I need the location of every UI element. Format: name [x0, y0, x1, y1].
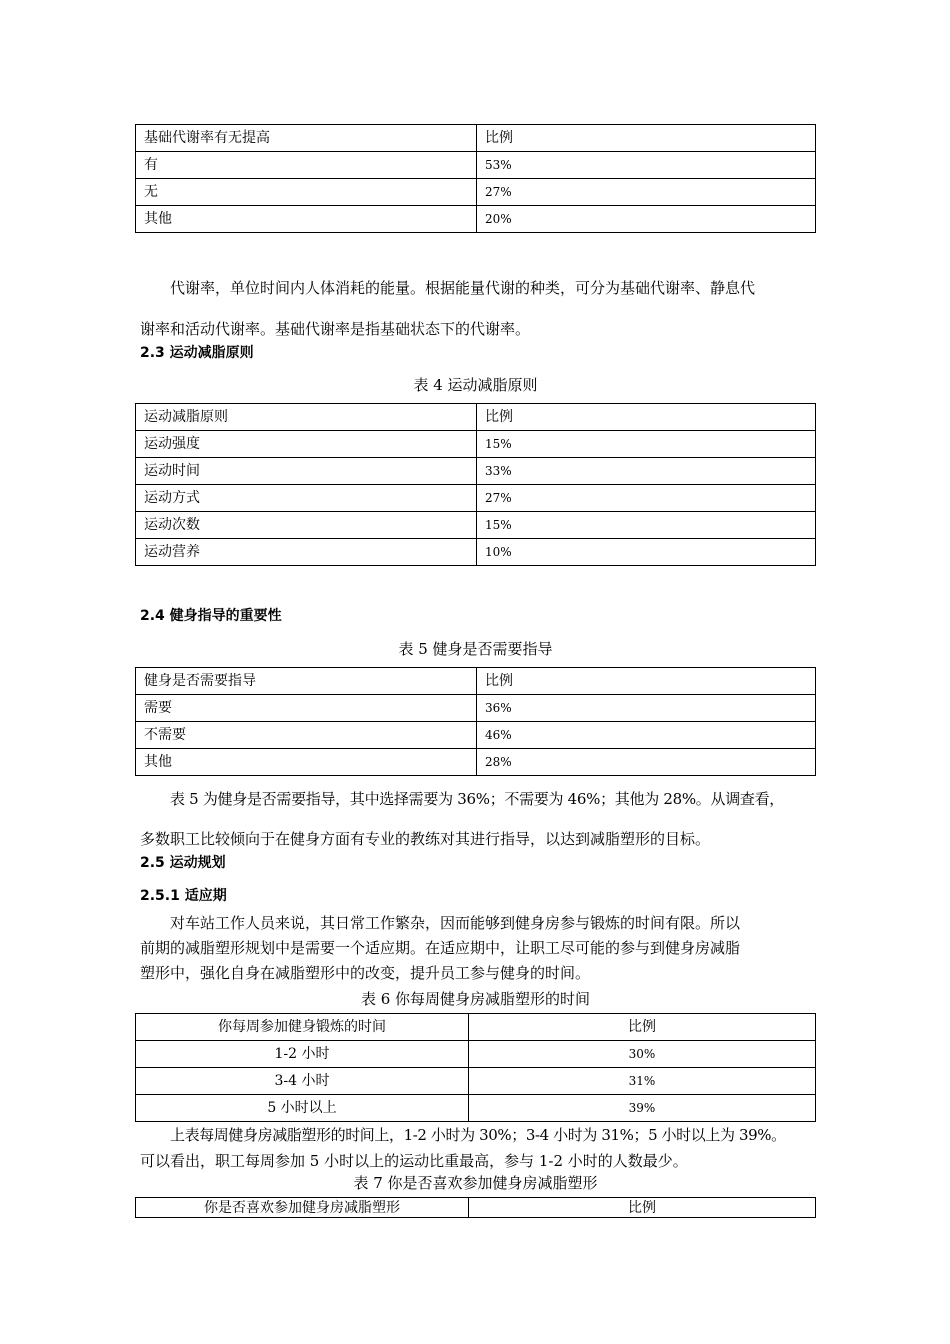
table-cell: 不需要 — [136, 722, 477, 749]
section-heading: 2.4 健身指导的重要性 — [140, 608, 282, 624]
table-header-cell: 健身是否需要指导 — [136, 668, 477, 695]
paragraph-line: 谢率和活动代谢率。基础代谢率是指基础状态下的代谢率。 — [140, 320, 531, 338]
table-cell: 53% — [477, 152, 816, 179]
table-header-cell: 基础代谢率有无提高 — [136, 125, 477, 152]
section-heading: 2.3 运动减脂原则 — [140, 345, 254, 361]
table-row — [136, 206, 816, 233]
table-cell: 运动营养 — [136, 539, 477, 566]
table-cell: 运动方式 — [136, 485, 477, 512]
table-row — [136, 1095, 816, 1122]
table-cell: 46% — [477, 722, 816, 749]
table-header-cell: 比例 — [477, 125, 816, 152]
paragraph-metabolism — [140, 268, 816, 350]
table-caption: 表 5 健身是否需要指导 — [398, 640, 553, 658]
table-header-cell: 比例 — [469, 1014, 816, 1041]
table-enjoy-gym — [135, 1197, 816, 1218]
paragraph-line: 上表每周健身房减脂塑形的时间上，1-2 小时为 30%；3-4 小时为 31%；5 小时以上为 39%。 — [170, 1126, 786, 1144]
table-header-cell: 你是否喜欢参加健身房减脂塑形 — [136, 1198, 469, 1218]
table-cell: 运动次数 — [136, 512, 477, 539]
paragraph-line: 代谢率，单位时间内人体消耗的能量。根据能量代谢的种类，可分为基础代谢率、静息代 — [170, 279, 756, 297]
paragraph-line: 多数职工比较倾向于在健身方面有专业的教练对其进行指导，以达到减脂塑形的目标。 — [140, 830, 711, 848]
table-cell: 15% — [477, 431, 816, 458]
paragraph-line: 可以看出，职工每周参加 5 小时以上的运动比重最高，参与 1-2 小时的人数最少。 — [140, 1152, 688, 1170]
table-row — [136, 512, 816, 539]
subsection-heading: 2.5.1 适应期 — [140, 888, 227, 904]
paragraph-guidance — [140, 779, 816, 859]
table-cell: 36% — [477, 695, 816, 722]
paragraph-adaptation — [140, 911, 816, 986]
table-row — [136, 749, 816, 776]
table-cell: 39% — [469, 1095, 816, 1122]
table-cell: 10% — [477, 539, 816, 566]
table-fat-loss-principles — [135, 403, 816, 566]
table-caption: 表 7 你是否喜欢参加健身房减脂塑形 — [353, 1174, 598, 1192]
paragraph-line: 前期的减脂塑形规划中是需要一个适应期。在适应期中，让职工尽可能的参与到健身房减脂 — [140, 939, 741, 957]
table-row — [136, 485, 816, 512]
table-header-cell: 比例 — [477, 404, 816, 431]
table-cell: 27% — [477, 485, 816, 512]
table-cell: 5 小时以上 — [136, 1095, 469, 1122]
table-cell: 28% — [477, 749, 816, 776]
table-weekly-time — [135, 1013, 816, 1122]
table-cell: 需要 — [136, 695, 477, 722]
table-cell: 20% — [477, 206, 816, 233]
table-header-cell: 比例 — [477, 668, 816, 695]
table-header-cell: 运动减脂原则 — [136, 404, 477, 431]
table-header-row — [136, 1198, 816, 1218]
table-header-row — [136, 1014, 816, 1041]
table-row — [136, 1041, 816, 1068]
table-cell: 31% — [469, 1068, 816, 1095]
table-row — [136, 695, 816, 722]
table-cell: 有 — [136, 152, 477, 179]
table-header-row — [136, 668, 816, 695]
table-cell: 1-2 小时 — [136, 1041, 469, 1068]
table-row — [136, 458, 816, 485]
table-row — [136, 179, 816, 206]
paragraph-line: 塑形中，强化自身在减脂塑形中的改变，提升员工参与健身的时间。 — [140, 964, 591, 982]
table-cell: 运动强度 — [136, 431, 477, 458]
table-cell: 30% — [469, 1041, 816, 1068]
section-heading: 2.5 运动规划 — [140, 855, 226, 871]
table-cell: 27% — [477, 179, 816, 206]
paragraph-line: 表 5 为健身是否需要指导，其中选择需要为 36%；不需要为 46%；其他为 28%。从调查看， — [170, 790, 785, 808]
table-row — [136, 431, 816, 458]
table-caption: 表 6 你每周健身房减脂塑形的时间 — [360, 990, 591, 1008]
table-header-row — [136, 125, 816, 152]
table-cell: 3-4 小时 — [136, 1068, 469, 1095]
table-guidance-need — [135, 667, 816, 776]
table-cell: 其他 — [136, 206, 477, 233]
table-row — [136, 722, 816, 749]
table-cell: 运动时间 — [136, 458, 477, 485]
table-cell: 15% — [477, 512, 816, 539]
table-row — [136, 152, 816, 179]
table-row — [136, 1068, 816, 1095]
table-cell: 无 — [136, 179, 477, 206]
table-header-cell: 你每周参加健身锻炼的时间 — [136, 1014, 469, 1041]
table-caption: 表 4 运动减脂原则 — [413, 376, 538, 394]
table-header-row — [136, 404, 816, 431]
table-header-cell: 比例 — [469, 1198, 816, 1218]
paragraph-weekly-time — [140, 1122, 816, 1174]
table-metabolism — [135, 124, 816, 233]
table-row — [136, 539, 816, 566]
table-cell: 33% — [477, 458, 816, 485]
table-cell: 其他 — [136, 749, 477, 776]
paragraph-line: 对车站工作人员来说，其日常工作繁杂，因而能够到健身房参与锻炼的时间有限。所以 — [170, 914, 741, 932]
